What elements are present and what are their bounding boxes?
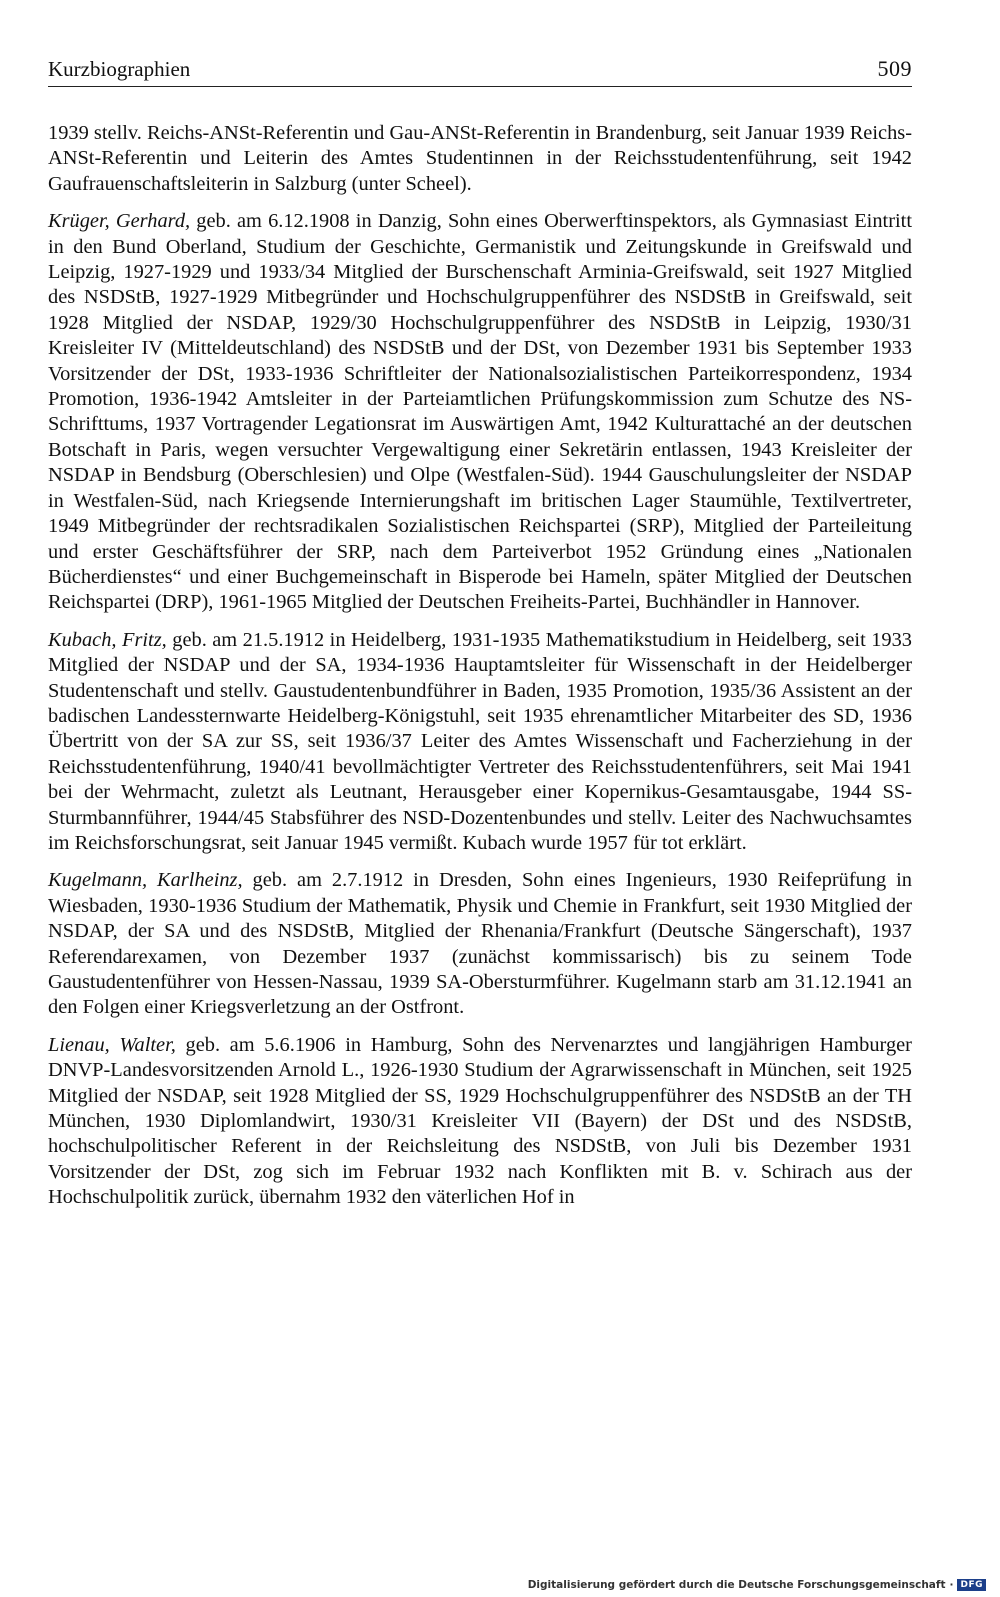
entry-name: Lienau, Walter, — [48, 1033, 176, 1056]
running-header — [48, 56, 912, 87]
page-number: 509 — [877, 56, 912, 81]
entry-text: geb. am 6.12.1908 in Danzig, Sohn eines Oberwerftinspektors, als Gymnasiast Eintritt in den Bund Oberland, Studium der Geschichte, Germanistik und Zeitungskunde in Greifswald und Leipzig, 1927-1929 und 1933/34 Mitglied der Burschenschaft Arminia-Greifswald, seit 1927 Mitglied des NSDStB, 1927-1929 Mitbegründer und Hochschulgruppenführer des NSDStB in Greifswald, seit 1928 Mitglied der NSDAP, 1929/30 Hochschulgruppenführer des NSDStB in Leipzig, 1930/31 Kreisleiter IV (Mitteldeutschland) des NSDStB und der DSt, von Dezember 1931 bis September 1933 Vorsitzender der DSt, 1933-1936 Schriftleiter der Nationalsozialistischen Parteikorrespondenz, 1934 Promotion, 1936-1942 Amtsleiter in der Parteiamtlichen Prüfungskommission zum Schutze des NS-Schrifttums, 1937 Vortragender Legationsrat im Auswärtigen Amt, 1942 Kulturattaché an der deutschen Botschaft in Paris, wegen versuchter Vergewaltigung einer Sekretärin entlassen, 1943 Kreisleiter der NSDAP in Bendsburg (Oberschlesien) und Olpe (Westfalen-Süd). 1944 Gauschulungsleiter der NSDAP in Westfalen-Süd, nach Kriegsende Internierungshaft im britischen Lager Staumühle, Textilvertreter, 1949 Mitbegründer der rechtsradikalen Sozialistischen Reichspartei (SRP), Mitglied der Parteileitung und erster Geschäftsführer der SRP, nach dem Parteiverbot 1952 Gründung eines „Nationalen Bücherdienstes“ und einer Buchgemeinschaft in Bisperode bei Hameln, später Mitglied der Deutschen Reichspartei (DRP), 1961-1965 Mitglied der Deutschen Freiheits-Partei, Buchhändler in Hannover. — [48, 210, 912, 614]
book-page — [48, 56, 912, 1223]
dfg-logo-icon: DFG — [957, 1579, 986, 1591]
entry-text: 1939 stellv. Reichs-ANSt-Referentin und Gau-ANSt-Referentin in Brandenburg, seit Januar 1939 Reichs-ANSt-Referentin und Leiterin des Amtes Studentinnen in der Reichsstudentenführung, seit 1942 Gaufrauenschaftsleiterin in Salzburg (unter Scheel). — [48, 122, 912, 195]
biography-entry-continuation — [48, 121, 912, 197]
biography-entry-kubach — [48, 628, 912, 857]
entry-text: geb. am 2.7.1912 in Dresden, Sohn eines Ingenieurs, 1930 Reifeprüfung in Wiesbaden, 1930-1936 Studium der Mathematik, Physik und Chemie in Frankfurt, seit 1930 Mitglied der NSDAP, der SA und des NSDStB, Mitglied der Rhenania/Frankfurt (Deutsche Sängerschaft), 1937 Referendarexamen, von Dezember 1937 (zunächst kommissarisch) bis zu seinem Tode Gaustudentenführer von Hessen-Nassau, 1939 SA-Obersturmführer. Kugelmann starb am 31.12.1941 an den Folgen einer Kriegsverletzung an der Ostfront. — [48, 869, 912, 1019]
entry-name: Krüger, Gerhard, — [48, 210, 191, 233]
biography-entry-kugelmann — [48, 868, 912, 1020]
biography-entry-krueger — [48, 209, 912, 616]
digitization-footer: Digitalisierung gefördert durch die Deutsche Forschungsgemeinschaft · DFG — [528, 1579, 986, 1591]
running-title: Kurzbiographien — [48, 57, 191, 81]
digitization-credit: Digitalisierung gefördert durch die Deutsche Forschungsgemeinschaft — [527, 1579, 946, 1591]
entry-name: Kugelmann, Karlheinz, — [48, 869, 243, 892]
entry-name: Kubach, Fritz, — [48, 628, 167, 651]
entry-text: geb. am 21.5.1912 in Heidelberg, 1931-1935 Mathematikstudium in Heidelberg, seit 1933 Mitglied der NSDAP und der SA, 1934-1936 Hauptamtsleiter für Wissenschaft in der Heidelberger Studentenschaft und stellv. Gaustudentenbundführer in Baden, 1935 Promotion, 1935/36 Assistent an der badischen Landessternwarte Heidelberg-Königstuhl, seit 1935 ehrenamtlicher Mitarbeiter des SD, 1936 Übertritt von der SA zur SS, seit 1936/37 Leiter des Amtes Wissenschaft und Facherziehung in der Reichsstudentenführung, 1940/41 bevollmächtigter Vertreter des Reichsstudentenführers, seit Mai 1941 bei der Wehrmacht, zuletzt als Leutnant, Herausgeber einer Kopernikus-Gesamtausgabe, 1944 SS-Sturmbannführer, 1944/45 Stabsführer des NSD-Dozentenbundes und stellv. Leiter des Nachwuchsamtes im Reichsforschungsrat, seit Januar 1945 vermißt. Kubach wurde 1957 für tot erklärt. — [48, 628, 912, 854]
biography-entry-lienau — [48, 1033, 912, 1211]
entry-text: geb. am 5.6.1906 in Hamburg, Sohn des Nervenarztes und langjährigen Hamburger DNVP-Landesvorsitzenden Arnold L., 1926-1930 Studium der Agrarwissenschaft in München, seit 1925 Mitglied der NSDAP, seit 1928 Mitglied der SS, 1929 Hochschulgruppenführer des NSDStB an der TH München, 1930 Diplomlandwirt, 1930/31 Kreisleiter VII (Bayern) der DSt und des NSDStB, hochschulpolitischer Referent in der Reichsleitung des NSDStB, von Juli bis Dezember 1931 Vorsitzender der DSt, zog sich im Februar 1932 nach Konflikten mit B. v. Schirach aus der Hochschulpolitik zurück, übernahm 1932 den väterlichen Hof in — [48, 1033, 912, 1209]
biography-text — [48, 121, 912, 1211]
